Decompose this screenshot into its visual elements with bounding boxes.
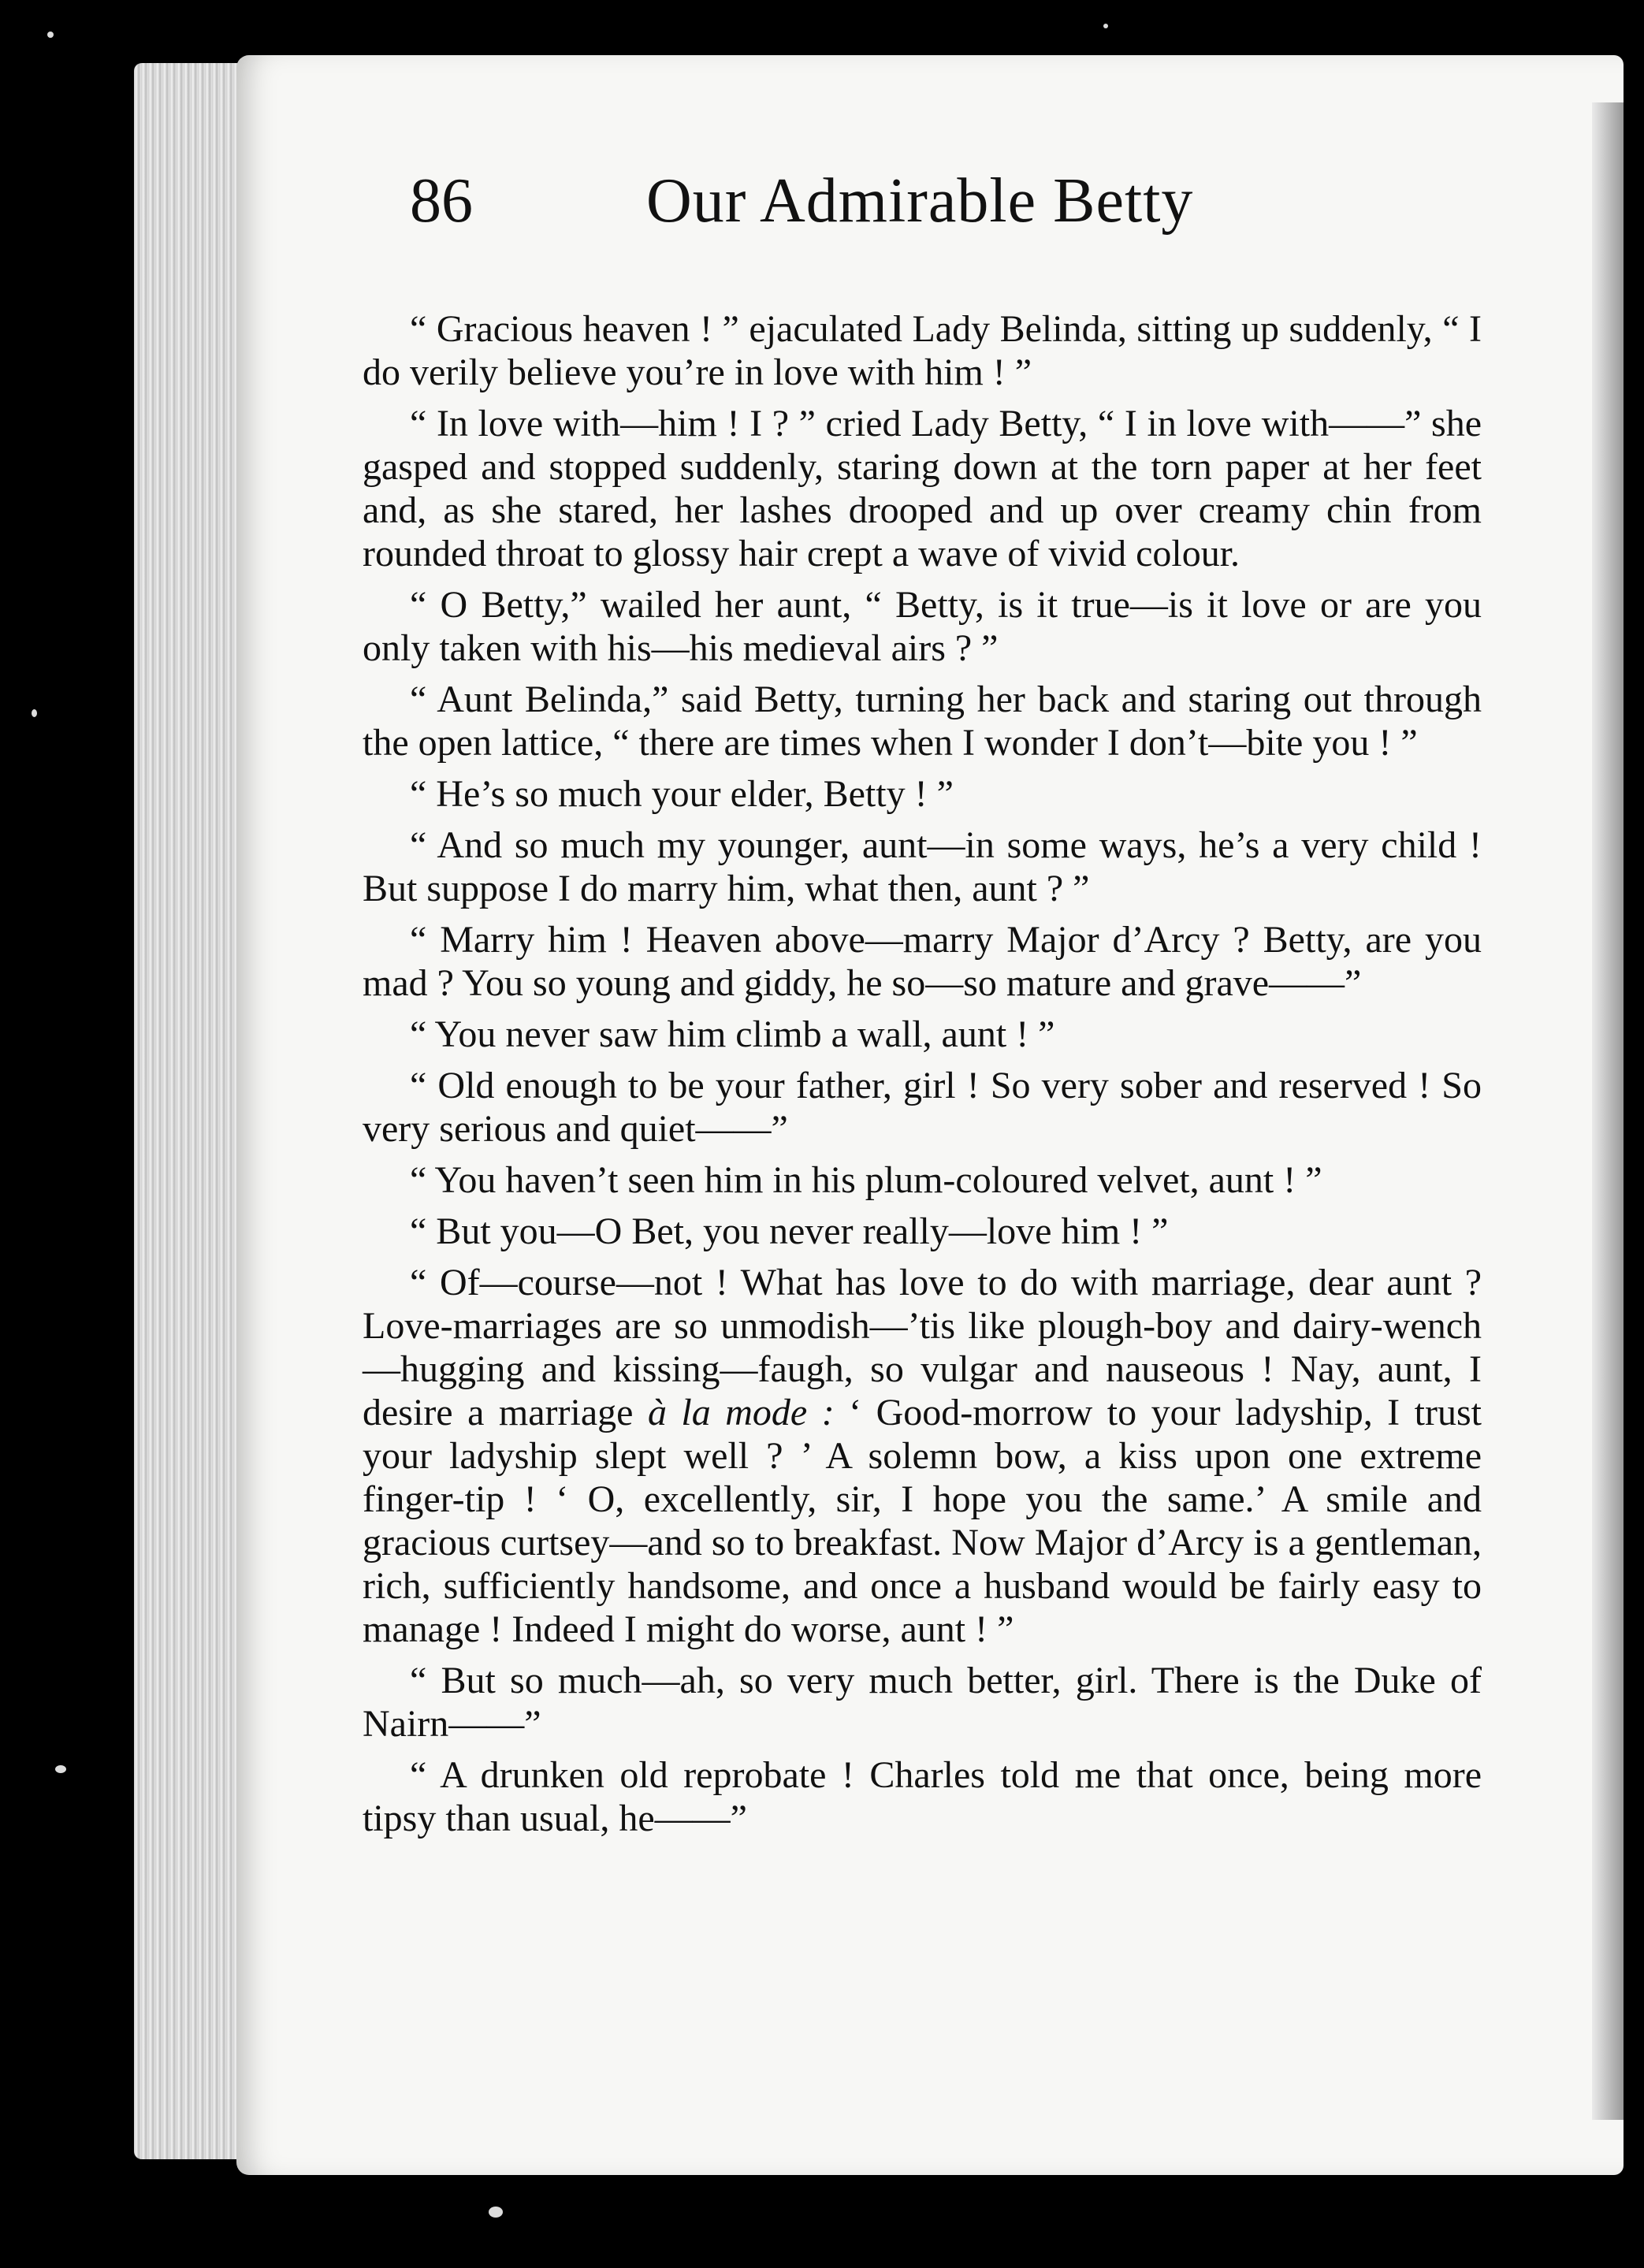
- book-page-edges: [134, 63, 252, 2159]
- paragraph-text: ‘ Good-morrow to your ladyship, I trust your ladyship slept well ? ’ A solemn bow, a kiss upon one extreme finger-tip ! ‘ O, excellently, sir, I hope you the same.’ A smile and gracious curtsey—and so to breakfast. Now Major d’Arcy is a gentleman, rich, sufficiently handsome, and once a husband would be fairly easy to manage ! Indeed I might do worse, aunt ! ”: [363, 1392, 1482, 1650]
- paragraph: “ O Betty,” wailed her aunt, “ Betty, is it true—is it love or are you only taken with his—his medieval airs ? ”: [363, 584, 1482, 669]
- italic-phrase: à la mode :: [647, 1392, 835, 1433]
- paragraph: “ But you—O Bet, you never really—love him ! ”: [410, 1210, 1169, 1252]
- paragraph: “ He’s so much your elder, Betty ! ”: [410, 773, 954, 815]
- paragraph: “ Aunt Belinda,” said Betty, turning her back and staring out through the open lattice, “ there are times when I wonder I don’t—bite you ! ”: [363, 679, 1482, 764]
- paragraph: “ Marry him ! Heaven above—marry Major d’Arcy ? Betty, are you mad ? You so young and giddy, he so—so mature and grave——”: [363, 919, 1482, 1004]
- dust-speck: [32, 709, 37, 717]
- paragraph: “ You haven’t seen him in his plum-coloured velvet, aunt ! ”: [410, 1159, 1322, 1201]
- paragraph: “ In love with—him ! I ? ” cried Lady Betty, “ I in love with——” she gasped and stopped suddenly, staring down at the torn paper at her feet and, as she stared, her lashes drooped and up over creamy chin from rounded throat to glossy hair crept a wave of vivid colour.: [363, 403, 1482, 574]
- dust-speck: [47, 32, 54, 38]
- page-body-text: [363, 307, 1482, 1848]
- dust-speck: [1103, 24, 1108, 28]
- page-number: 86: [410, 166, 473, 236]
- running-title: Our Admirable Betty: [646, 166, 1194, 236]
- paragraph: [363, 1261, 1482, 1651]
- paragraph: “ Gracious heaven ! ” ejaculated Lady Belinda, sitting up suddenly, “ I do verily believe you’re in love with him ! ”: [363, 308, 1482, 393]
- page-header: [410, 158, 1482, 252]
- paragraph: “ And so much my younger, aunt—in some ways, he’s a very child ! But suppose I do marry him, what then, aunt ? ”: [363, 824, 1482, 909]
- paragraph: “ A drunken old reprobate ! Charles told me that once, being more tipsy than usual, he——”: [363, 1754, 1482, 1839]
- paragraph: “ You never saw him climb a wall, aunt ! ”: [410, 1013, 1055, 1055]
- paragraph: “ Old enough to be your father, girl ! So very sober and reserved ! So very serious and quiet——”: [363, 1065, 1482, 1150]
- book-page: [236, 55, 1624, 2175]
- paragraph: “ But so much—ah, so very much better, girl. There is the Duke of Nairn——”: [363, 1660, 1482, 1745]
- dust-speck: [489, 2207, 503, 2218]
- dust-speck: [55, 1765, 66, 1773]
- page-gutter-shadow: [1592, 102, 1624, 2120]
- paragraph-text: “ Of—course—not ! What has love to do with marriage, dear aunt ? Love-marriages are so unmodish—’tis like plough-boy and dairy-wench—hugging and kissing—faugh, so vulgar and nauseous ! Nay, aunt, I desire a marriage: [363, 1262, 1482, 1433]
